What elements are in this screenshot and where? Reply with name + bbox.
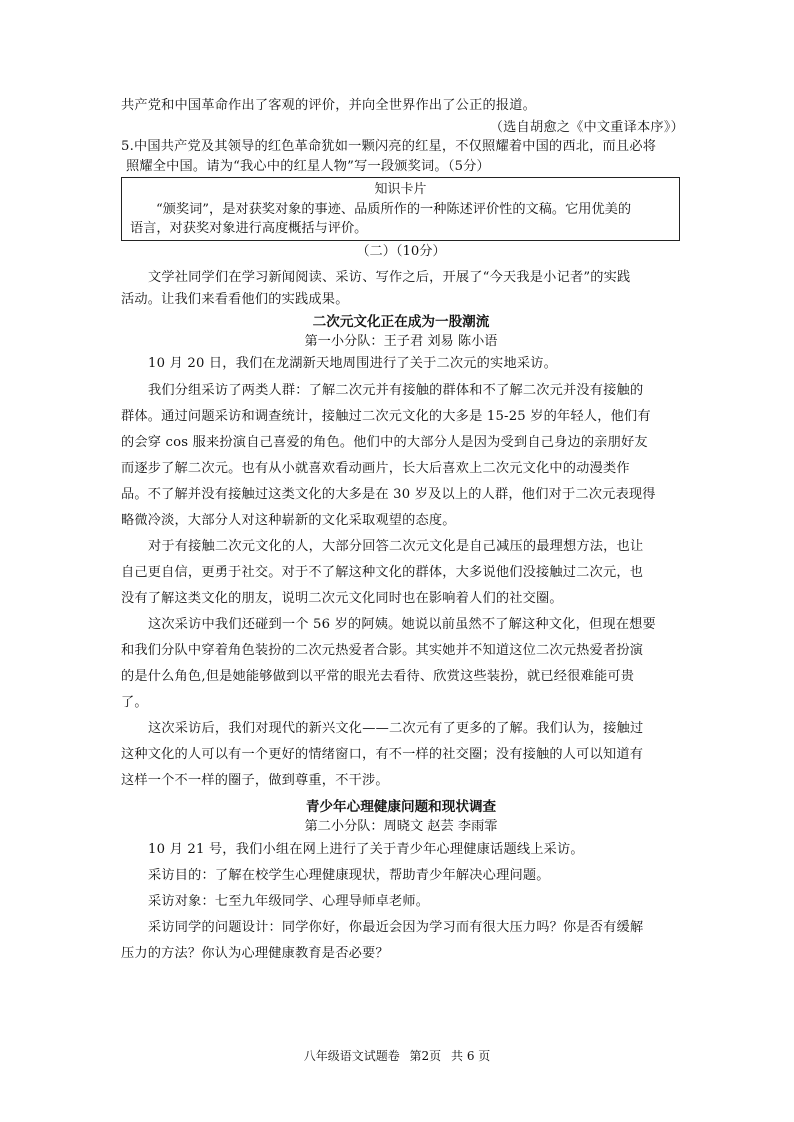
report-1-paragraph-line: 这次采访后，我们对现代的新兴文化——二次元有了更多的了解。我们认为，接触过 — [148, 721, 644, 736]
report-2-paragraph-line: 采访目的：了解在校学生心理健康现状，帮助青少年解决心理问题。 — [148, 868, 550, 883]
report-1-paragraph-line: 自己更自信，更勇于社交。对于不了解这种文化的群体，大多说他们没接触过二次元，也 — [121, 565, 644, 580]
report-1-paragraph-line: 的会穿 cos 服来扮演自己喜爱的角色。他们中的大部分人是因为受到自己身边的亲朋好友 — [121, 435, 648, 450]
report-1-team: 第一小分队：王子君 刘易 陈小语 — [304, 334, 498, 349]
part-2-intro-line-2: 活动。让我们来看看他们的实践成果。 — [121, 292, 349, 307]
knowledge-card-line-1: “颁奖词”，是对获奖对象的事迹、品质所作的一种陈述评价性的文稿。它用优美的 — [156, 202, 632, 217]
source-citation: （选自胡愈之《中文重译本序》） — [489, 120, 684, 135]
report-1-paragraph-line: 这样一个不一样的圈子，做到尊重，不干涉。 — [121, 773, 389, 788]
part-2-heading: （二）（10分） — [356, 244, 446, 259]
prev-section-last-line: 共产党和中国革命作出了客观的评价，并向全世界作出了公正的报道。 — [121, 98, 537, 113]
part-2-intro-line-1: 文学社同学们在学习新闻阅读、采访、写作之后，开展了“今天我是小记者”的实践 — [148, 270, 631, 285]
report-1-paragraph-line: 了。 — [121, 695, 148, 710]
report-1-paragraph-line: 品。不了解并没有接触过这类文化的大多是在 30 岁及以上的人群，他们对于二次元表现得 — [121, 487, 656, 502]
page-footer — [0, 1047, 794, 1065]
report-2-paragraph-line: 采访对象：七至九年级同学、心理导师卓老师。 — [148, 894, 430, 909]
footer-page-number: 第2页 — [409, 1049, 442, 1063]
report-1-paragraph-line: 略微冷淡，大部分人对这种崭新的文化采取观望的态度。 — [121, 513, 456, 528]
knowledge-card-title: 知识卡片 — [374, 182, 427, 197]
report-2-paragraph-line: 10 月 21 号，我们小组在网上进行了关于青少年心理健康话题线上采访。 — [148, 842, 584, 857]
knowledge-card — [121, 177, 680, 241]
report-2-paragraph-line: 采访同学的问题设计：同学你好，你最近会因为学习而有很大压力吗？你是否有缓解 — [148, 920, 644, 935]
report-1-paragraph-line: 这种文化的人可以有一个更好的情绪窗口，有不一样的社交圈；没有接触的人可以知道有 — [121, 747, 644, 762]
report-1-paragraph-line: 和我们分队中穿着角色装扮的二次元热爱者合影。其实她并不知道这位二次元热爱者扮演 — [121, 643, 644, 658]
report-1-paragraph-line: 这次采访中我们还碰到一个 56 岁的阿姨。她说以前虽然不了解这种文化，但现在想要 — [148, 617, 656, 632]
report-1-paragraph-line: 群体。通过问题采访和调查统计，接触过二次元文化的大多是 15-25 岁的年轻人，他们有 — [121, 409, 651, 424]
report-1-paragraph-line: 10 月 20 日，我们在龙湖新天地周围进行了关于二次元的实地采访。 — [148, 356, 557, 371]
report-1-title: 二次元文化正在成为一股潮流 — [312, 314, 490, 330]
report-1-paragraph-line: 对于有接触二次元文化的人，大部分回答二次元文化是自己减压的最理想方法，也让 — [148, 539, 644, 554]
knowledge-card-line-2: 语言，对获奖对象进行高度概括与评价。 — [130, 221, 368, 236]
report-1-paragraph-line: 没有了解这类文化的朋友，说明二次元文化同时也在影响着人们的社交圈。 — [121, 591, 563, 606]
report-2-paragraph-line: 压力的方法？你认为心理健康教育是否必要？ — [121, 946, 389, 961]
question-5-line-2: 照耀全中国。请为“我心中的红星人物”写一段颁奖词。（5分） — [126, 159, 490, 174]
footer-exam-title: 八年级语文试题卷 — [303, 1049, 400, 1063]
report-1-paragraph-line: 而逐步了解二次元。也有从小就喜欢看动画片，长大后喜欢上二次元文化中的动漫类作 — [121, 461, 630, 476]
report-2-team: 第二小分队：周晓文 赵芸 李雨霏 — [304, 819, 498, 834]
report-2-title: 青少年心理健康问题和现状调查 — [305, 799, 497, 815]
footer-total-pages: 共 6 页 — [451, 1049, 491, 1063]
report-1-paragraph-line: 的是什么角色,但是她能够做到以平常的眼光去看待、欣赏这些装扮，就已经很难能可贵 — [121, 669, 635, 684]
question-5-line-1: 5.中国共产党及其领导的红色革命犹如一颗闪亮的红星，不仅照耀着中国的西北，而且必将 — [121, 139, 657, 154]
report-1-paragraph-line: 我们分组采访了两类人群：了解二次元并有接触的群体和不了解二次元并没有接触的 — [148, 383, 644, 398]
